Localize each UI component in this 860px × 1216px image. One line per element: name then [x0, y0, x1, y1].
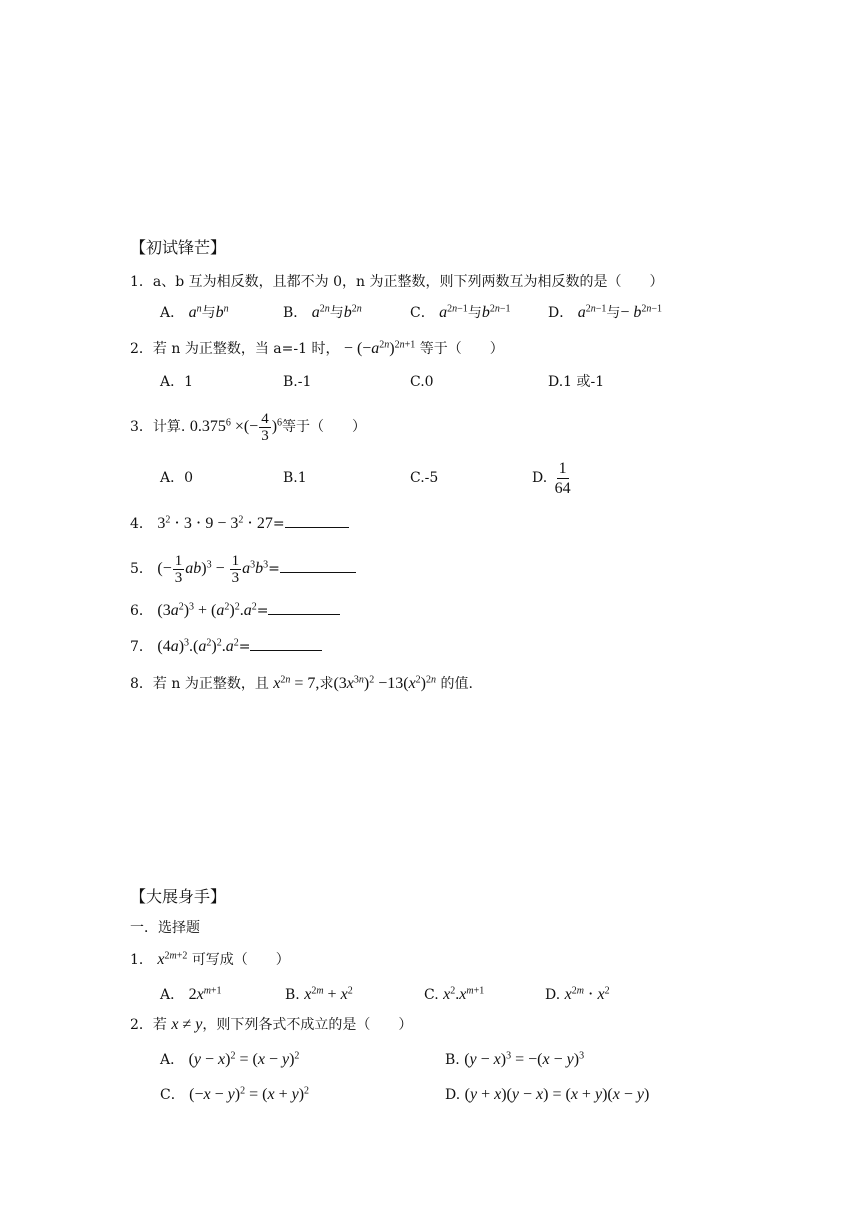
answer-blank[interactable]	[280, 560, 356, 573]
math-expression: $a^{2n-1}$	[439, 303, 468, 321]
question-3: 3．计算. $0.375^6$ ×(− $\frac{4}{3}$ )$^6$等于（ ）	[130, 410, 367, 444]
subheading-choice: 一．选择题	[130, 920, 200, 936]
math-expression: $x^{2n} = 7$,	[273, 674, 320, 692]
s2-q1-option-a: A． $2x^{m+1}$	[160, 985, 222, 1003]
section-heading-advanced: 【大展身手】	[130, 887, 227, 906]
fraction: $\frac{1}{64}$	[554, 459, 571, 497]
math-expression: $(3x^{3n})^2 -13(x^2)^{2n}$	[333, 674, 436, 692]
s2-q2-option-c: C． $(-x - y)^2 = (x + y)^2$	[160, 1085, 310, 1103]
q3-option-b: B.1	[283, 470, 307, 486]
question-5: 5． (− $\frac{1}{3}$ ab)$^3$ − $\frac{1}{3}$ $a^3b^3=$	[130, 550, 356, 588]
q1-option-c: C． $a^{2n-1}$与$b^{2n-1}$	[410, 303, 511, 321]
q2-option-d: D.1 或-1	[548, 374, 605, 390]
math-expression: $0.375^6$ ×(− $\frac{4}{3}$ )$^6$	[189, 410, 283, 444]
q2-option-a: A．1	[160, 374, 194, 390]
question-7: 7． $(4a)^3.(a^2)^2.a^2=$	[130, 637, 322, 657]
q3-option-a: A．0	[160, 470, 194, 486]
s2-q2-option-a: A． $(y - x)^2 = (x - y)^2$	[160, 1050, 300, 1068]
answer-blank[interactable]	[268, 602, 340, 615]
answer-blank[interactable]	[285, 515, 349, 528]
s2-q1-option-b: B. $x^{2m} + x^2$	[285, 985, 353, 1003]
q1-option-d: D． $a^{2n-1}$与− $b^{2n-1}$	[548, 303, 662, 321]
answer-blank[interactable]	[250, 638, 322, 651]
q1-option-a: A． $a^n$与$b^n$	[160, 303, 229, 321]
q1-option-b: B． $a^{2n}$与$b^{2n}$	[283, 303, 362, 321]
question-6: 6． $(3a^2)^3 + (a^2)^2.a^2=$	[130, 601, 340, 621]
math-expression: $a^{2n}$	[311, 303, 330, 321]
question-1	[130, 272, 664, 292]
math-expression: $(4a)^3.(a^2)^2.a^2$	[157, 637, 239, 655]
s2-q2-option-b: B. $(y - x)^3 = -(x - y)^3$	[445, 1050, 585, 1068]
math-expression: $a^{2n-1}$	[577, 303, 607, 321]
s2-question-1: 1． $x^{2m+2}$ 可写成（ ）	[130, 950, 290, 968]
question-4: 4． $3^2 \cdot 3 \cdot 9 - 3^2 \cdot 27=$	[130, 514, 349, 534]
question-number: 1．	[130, 274, 153, 290]
q3-option-d: D. $\frac{1}{64}$	[532, 459, 571, 497]
s2-q1-option-c: C. $x^2.x^{m+1}$	[424, 985, 485, 1003]
math-expression: $a^n$	[188, 303, 202, 321]
section-heading-initial: 【初试锋芒】	[130, 238, 227, 257]
math-expression: $x^{2m+2}$	[157, 950, 188, 968]
s2-q2-option-d: D. (y + x)(y − x) = (x + y)(x − y)	[445, 1086, 650, 1103]
question-2: 2．若 n 为正整数，当 a=-1 时， − $(-a^{2n})^{2n+1}$ 等于（ ）	[130, 339, 504, 357]
q3-option-c: C.-5	[410, 470, 439, 486]
math-expression: $3^2 \cdot 3 \cdot 9 - 3^2 \cdot 27$	[157, 514, 273, 532]
s2-question-2: 2．若 x ≠ y，则下列各式不成立的是（ ）	[130, 1016, 413, 1033]
question-text: a、b 互为相反数，且都不为 0，n 为正整数，则下列两数互为相反数的是（ ）	[152, 274, 664, 290]
math-expression: $(3a^2)^3 + (a^2)^2.a^2$	[157, 601, 257, 619]
math-expression: (− $\frac{1}{3}$ ab)$^3$ − $\frac{1}{3}$ $a^3b^3$	[157, 552, 269, 586]
question-8: 8．若 n 为正整数，且 $x^{2n} = 7$,求$(3x^{3n})^2 -13(x^2)^{2n}$ 的值.	[130, 674, 473, 692]
math-expression: − $(-a^{2n})^{2n+1}$	[343, 339, 416, 357]
q2-option-c: C.0	[410, 374, 434, 390]
math-expression: x ≠ y	[171, 1016, 203, 1033]
s2-q1-option-d: D. $x^{2m} \cdot x^2$	[545, 985, 610, 1003]
q2-option-b: B.-1	[283, 374, 312, 390]
